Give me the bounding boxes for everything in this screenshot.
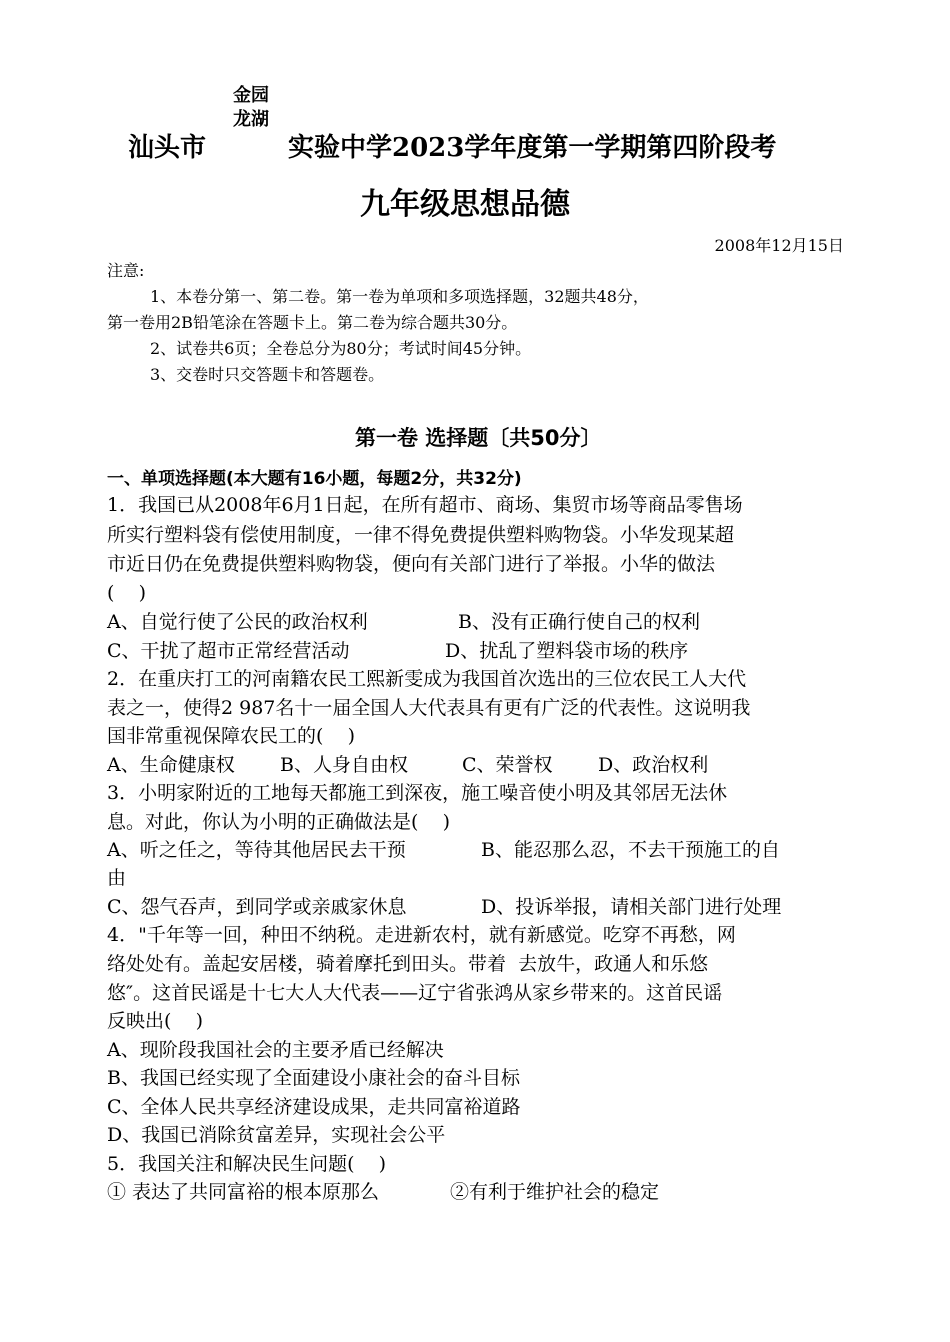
question-1-option-c: C、干扰了超市正常经营活动 — [107, 640, 350, 662]
question-3-option-a: A、听之任之，等待其他居民去干预 — [107, 839, 406, 861]
campus-name-top: 金园 — [233, 85, 269, 106]
question-4-line-3: 悠″。这首民谣是十七大人大代表——辽宁省张鸿从家乡带来的。这首民谣 — [107, 982, 723, 1004]
question-3-option-c: C、怨气吞声，到同学或亲戚家休息 — [107, 896, 407, 918]
question-1-line-4: ( ) — [107, 582, 146, 604]
question-3-line-1: 3．小明家附近的工地每天都施工到深夜，施工噪音使小明及其邻居无法休 — [107, 782, 728, 804]
question-2-option-a: A、生命健康权 — [107, 754, 235, 776]
question-1-line-1: 1．我国已从2008年6月1日起，在所有超市、商场、集贸市场等商品零售场 — [107, 494, 743, 516]
question-4-line-2: 络处处有。盖起安居楼，骑着摩托到田头。带着 去放牛，政通人和乐悠 — [107, 953, 709, 975]
question-2-option-b: B、人身自由权 — [280, 754, 408, 776]
question-1-option-a: A、自觉行使了公民的政治权利 — [107, 611, 368, 633]
notice-item-1: 1、本卷分第一、第二卷。第一卷为单项和多项选择题，32题共48分， — [150, 287, 649, 306]
question-3-option-b: B、能忍那么忍，不去干预施工的自 — [481, 839, 780, 861]
notice-label: 注意: — [107, 261, 145, 280]
exam-date: 2008年12月15日 — [714, 236, 844, 255]
question-2-line-3: 国非常重视保障农民工的( ) — [107, 725, 355, 747]
question-5-option-1: ① 表达了共同富裕的根本原那么 — [107, 1181, 380, 1203]
question-4-option-b: B、我国已经实现了全面建设小康社会的奋斗目标 — [107, 1067, 520, 1089]
question-1-line-2: 所实行塑料袋有偿使用制度，一律不得免费提供塑料购物袋。小华发现某超 — [107, 524, 735, 546]
city-name: 汕头市 — [128, 133, 207, 163]
question-5-line-1: 5．我国关注和解决民生问题( ) — [107, 1153, 387, 1175]
question-2-line-2: 表之一，使得2 987名十一届全国人大代表具有更有广泛的代表性。这说明我 — [107, 697, 751, 719]
question-4-option-d: D、我国已消除贫富差异，实现社会公平 — [107, 1124, 446, 1146]
campus-name-bottom: 龙湖 — [233, 109, 269, 130]
question-2-option-d: D、政治权利 — [598, 754, 709, 776]
part-heading: 一、单项选择题(本大题有16小题，每题2分，共32分) — [107, 469, 522, 489]
notice-item-3: 3、交卷时只交答题卡和答题卷。 — [150, 365, 385, 384]
question-3-line-2: 息。对此，你认为小明的正确做法是( ) — [107, 811, 450, 833]
notice-item-2: 2、试卷共6页；全卷总分为80分；考试时间45分钟。 — [150, 339, 532, 358]
question-3-option-d: D、投诉举报，请相关部门进行处理 — [481, 896, 782, 918]
question-4-option-c: C、全体人民共享经济建设成果，走共同富裕道路 — [107, 1096, 521, 1118]
question-1-line-3: 市近日仍在免费提供塑料购物袋，便向有关部门进行了举报。小华的做法 — [107, 553, 716, 575]
section-title: 第一卷 选择题〔共50分〕 — [355, 426, 602, 450]
exam-title: 实验中学2023学年度第一学期第四阶段考 — [288, 133, 777, 163]
question-4-line-1: 4．"千年等一回，种田不纳税。走进新农村，就有新感觉。吃穿不再愁，网 — [107, 924, 736, 946]
notice-item-1-cont: 第一卷用2B铅笔涂在答题卡上。第二卷为综合题共30分。 — [107, 313, 518, 332]
question-5-option-2: ②有利于维护社会的稳定 — [450, 1181, 660, 1203]
subject-title: 九年级思想品德 — [360, 187, 570, 222]
question-4-option-a: A、现阶段我国社会的主要矛盾已经解决 — [107, 1039, 444, 1061]
question-4-line-4: 反映出( ) — [107, 1010, 203, 1032]
question-1-option-b: B、没有正确行使自己的权利 — [458, 611, 700, 633]
question-1-option-d: D、扰乱了塑料袋市场的秩序 — [445, 640, 689, 662]
question-3-option-b-cont: 由 — [107, 867, 127, 889]
question-2-line-1: 2．在重庆打工的河南籍农民工熙新雯成为我国首次选出的三位农民工人大代 — [107, 668, 747, 690]
question-2-option-c: C、荣誉权 — [462, 754, 553, 776]
